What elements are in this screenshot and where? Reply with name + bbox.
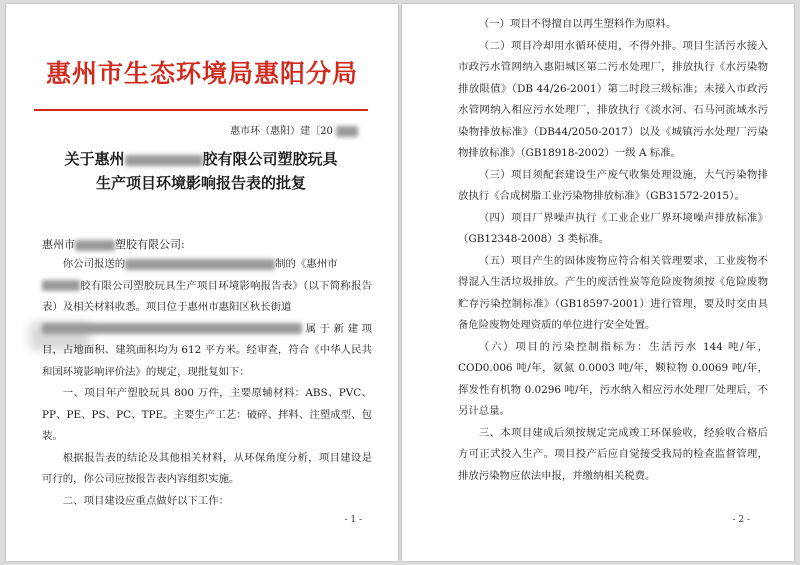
- paragraph-3: （三）项目须配套建设生产废气收集处理设施，大气污染物排放执行《合成树脂工业污染物排放标准》（GB31572-2015）。: [458, 168, 768, 202]
- redacted-block: [75, 240, 115, 251]
- paragraph-3-text: 属于新建项目，占地面积、建筑面积均为 612 平方米。经审查，符合《中华人民共和国环境影响评价法》的规定，现批复如下：: [42, 322, 372, 378]
- redacted-block: [42, 280, 80, 291]
- letterhead: 惠州市生态环境局惠阳分局: [45, 59, 358, 88]
- paragraph-1: [42, 254, 372, 276]
- document-number: [230, 122, 358, 137]
- title-line-1-start: 关于惠州: [64, 150, 125, 168]
- page-number: - 1 -: [344, 515, 362, 525]
- paragraph-2: [42, 276, 372, 319]
- paragraph-7: 三、本项目建成后须按规定完成竣工环保验收，经验收合格后方可正式投入生产。项目投产后应自觉接受我局的检查监督管理，排放污染物应依法申报，并缴纳相关税费。: [458, 426, 768, 482]
- addressee: [42, 236, 185, 252]
- document-number-text: 惠市环（惠阳）建〔20: [230, 126, 333, 137]
- redacted-block: [125, 259, 275, 270]
- document-page-2: [402, 4, 794, 561]
- document-title: [46, 147, 356, 195]
- paragraph-1-end: 制的《惠州市: [275, 258, 338, 270]
- page-number: - 2 -: [732, 515, 750, 525]
- redacted-block: [42, 323, 302, 334]
- paragraph-3: [42, 319, 372, 384]
- red-divider-line: [34, 109, 368, 111]
- addressee-start: 惠州市: [42, 238, 75, 251]
- paragraph-2-text: 胶有限公司塑胶玩具生产项目环境影响报告表》（以下简称报告表）及相关材料收悉。项目位于惠州市惠阳区秋长街道: [42, 279, 372, 313]
- paragraph-1: （一）项目不得擅自以再生塑料作为原料。: [478, 18, 677, 30]
- paragraph-2: （二）项目冷却用水循环使用，不得外排。项目生活污水接入市政污水管网纳入惠阳城区第二污水处理厂，排放执行《水污染物排放限值》（DB 44/26-2001）第二时段三级标准；未接入市政污水管网纳入相应污水处理厂，排放执行《淡水河、石马河流域水污染物排放标准》（DB44/2050-2017）以及《城镇污水处理厂污染物排放标准》（GB18918-2002）一级 A 标准。: [458, 39, 768, 159]
- paragraph-6: 二、项目建设应重点做好以下工作：: [62, 494, 230, 507]
- redacted-block: [125, 155, 203, 166]
- addressee-end: 塑胶有限公司:: [115, 238, 185, 251]
- paragraph-5: （五）项目产生的固体废物应符合相关管理要求，工业废物不得混入生活垃圾排放。产生的废活性炭等危险废物须按《危险废物贮存污染控制标准》（GB18597-2001）进行管理，要及时交由具备危险废物处理资质的单位进行安全处置。: [458, 254, 768, 331]
- body-text: [458, 14, 768, 487]
- redacted-block: [336, 126, 358, 137]
- title-line-1: [46, 147, 356, 171]
- body-text: [42, 254, 372, 512]
- paragraph-6: （六）项目的污染控制指标为：生活污水 144 吨/年，COD0.006 吨/年，氨氮 0.0003 吨/年，颗粒物 0.0069 吨/年，挥发性有机物 0.0296 吨/年，污水纳入相应污水处理厂处理后，不另计总量。: [458, 340, 768, 417]
- title-line-2: 生产项目环境影响报告表的批复: [95, 174, 306, 192]
- document-page-1: [6, 4, 398, 561]
- paragraph-4: 一、项目年产塑胶玩具 800 万件，主要原辅材料：ABS、PVC、PP、PE、PS、PC、TPE。主要生产工艺：破碎、拌料、注塑成型、包装。: [42, 387, 372, 442]
- paragraph-5: 根据报告表的结论及其他相关材料，从环保角度分析，项目建设是可行的，你公司应按报告表内容组织实施。: [42, 451, 372, 485]
- title-line-1-end: 胶有限公司塑胶玩具: [202, 150, 338, 168]
- paragraph-1-start: 你公司报送的: [62, 258, 126, 270]
- paragraph-4: （四）项目厂界噪声执行《工业企业厂界环境噪声排放标准》（GB12348-2008）3 类标准。: [458, 211, 768, 245]
